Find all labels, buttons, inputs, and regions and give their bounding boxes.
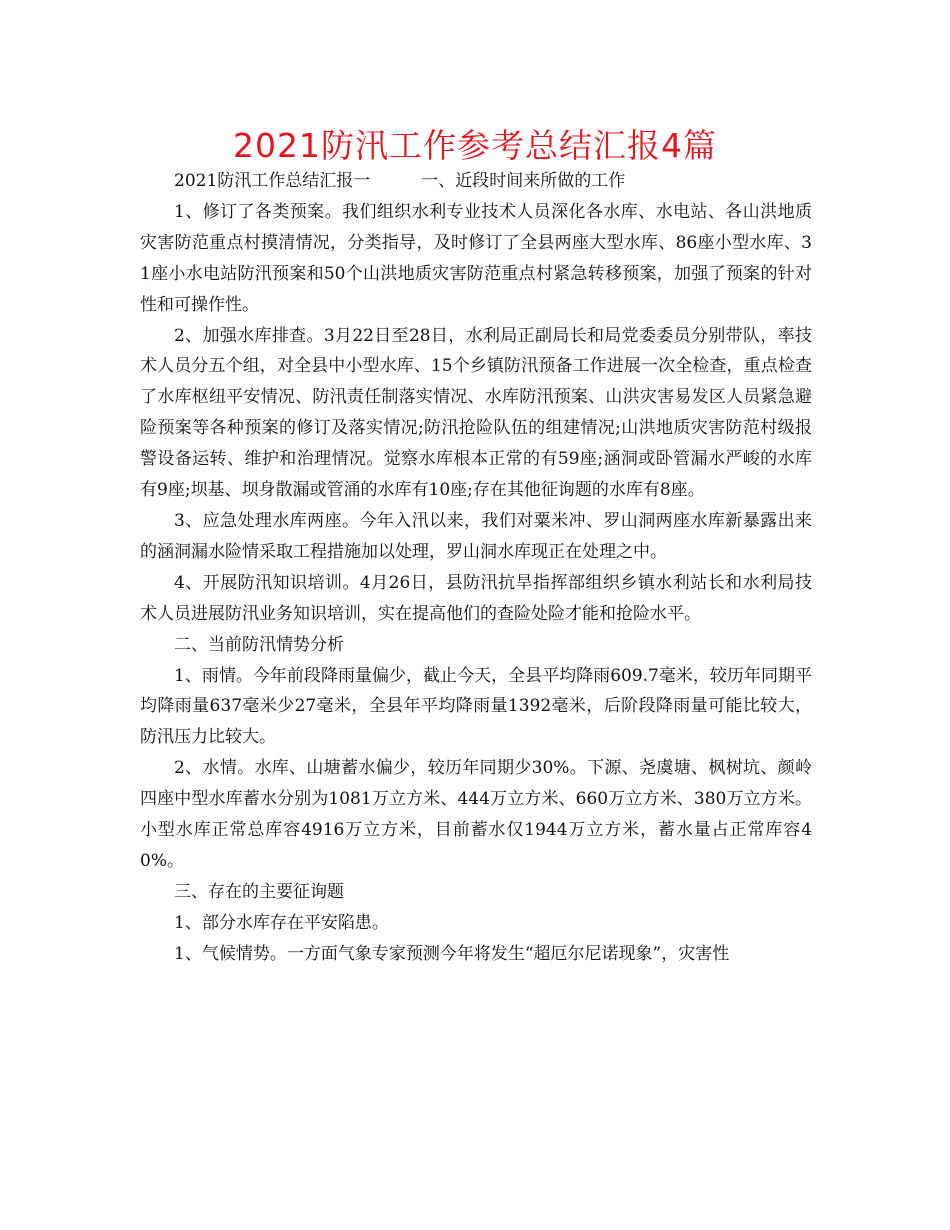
section-heading-situation: 二、当前防汛情势分析 [174, 634, 344, 655]
paragraph-water-storage: 2、水情。水库、山塘蓄水偏少，较历年同期少30%。下源、尧虞塘、枫树坑、颜岭四座中型水库蓄水分别为1081万立方米、444万立方米、660万立方米、380万立方米。小型水库正常总库容4916万立方米，目前蓄水仅1944万立方米，蓄水量占正常库容40%。 [140, 758, 812, 871]
paragraph-revise-plans: 1、修订了各类预案。我们组织水利专业技术人员深化各水库、水电站、各山洪地质灾害防范重点村摸清情况，分类指导，及时修订了全县两座大型水库、86座小型水库、31座小水电站防汛预案和50个山洪地质灾害防范重点村紧急转移预案，加强了预案的针对性和可操作性。 [140, 201, 812, 315]
section-heading-problems: 三、存在的主要征询题 [174, 881, 344, 902]
intro-line: 2021防汛工作总结汇报一 一、近段时间来所做的工作 [174, 171, 626, 191]
paragraph-reservoir-hazards: 1、部分水库存在平安陷患。 [174, 912, 389, 933]
document-body [140, 166, 812, 970]
paragraph-rainfall: 1、雨情。今年前段降雨量偏少，截止今天，全县平均降雨609.7毫米，较历年同期平均降雨量637毫米少27毫米，全县年平均降雨量1392毫米，后阶段降雨量可能比较大，防汛压力比较大。 [140, 665, 812, 748]
paragraph-emergency-handling: 3、应急处理水库两座。今年入汛以来，我们对粟米冲、罗山洞两座水库新暴露出来的涵洞漏水险情采取工程措施加以处理，罗山洞水库现正在处理之中。 [140, 510, 812, 562]
document-title: 2021防汛工作参考总结汇报4篇 [233, 126, 717, 165]
paragraph-reservoir-inspection: 2、加强水库排查。3月22日至28日，水利局正副局长和局党委委员分别带队，率技术人员分五个组，对全县中小型水库、15个乡镇防汛预备工作进展一次全检查，重点检查了水库枢纽平安情况、防汛责任制落实情况、水库防汛预案、山洪灾害易发区人员紧急避险预案等各种预案的修订及落实情况;防汛抢险队伍的组建情况;山洪地质灾害防范村级报警设备运转、维护和治理情况。觉察水库根本正常的有59座;涵洞或卧管漏水严峻的水库有9座;坝基、坝身散漏或管涌的水库有10座;存在其他征询题的水库有8座。 [140, 325, 812, 501]
paragraph-training: 4、开展防汛知识培训。4月26日，县防汛抗旱指挥部组织乡镇水利站长和水利局技术人员进展防汛业务知识培训，实在提高他们的查险处险才能和抢险水平。 [140, 572, 812, 624]
paragraph-climate: 1、气候情势。一方面气象专家预测今年将发生“超厄尔尼诺现象”，灾害性 [174, 943, 730, 964]
